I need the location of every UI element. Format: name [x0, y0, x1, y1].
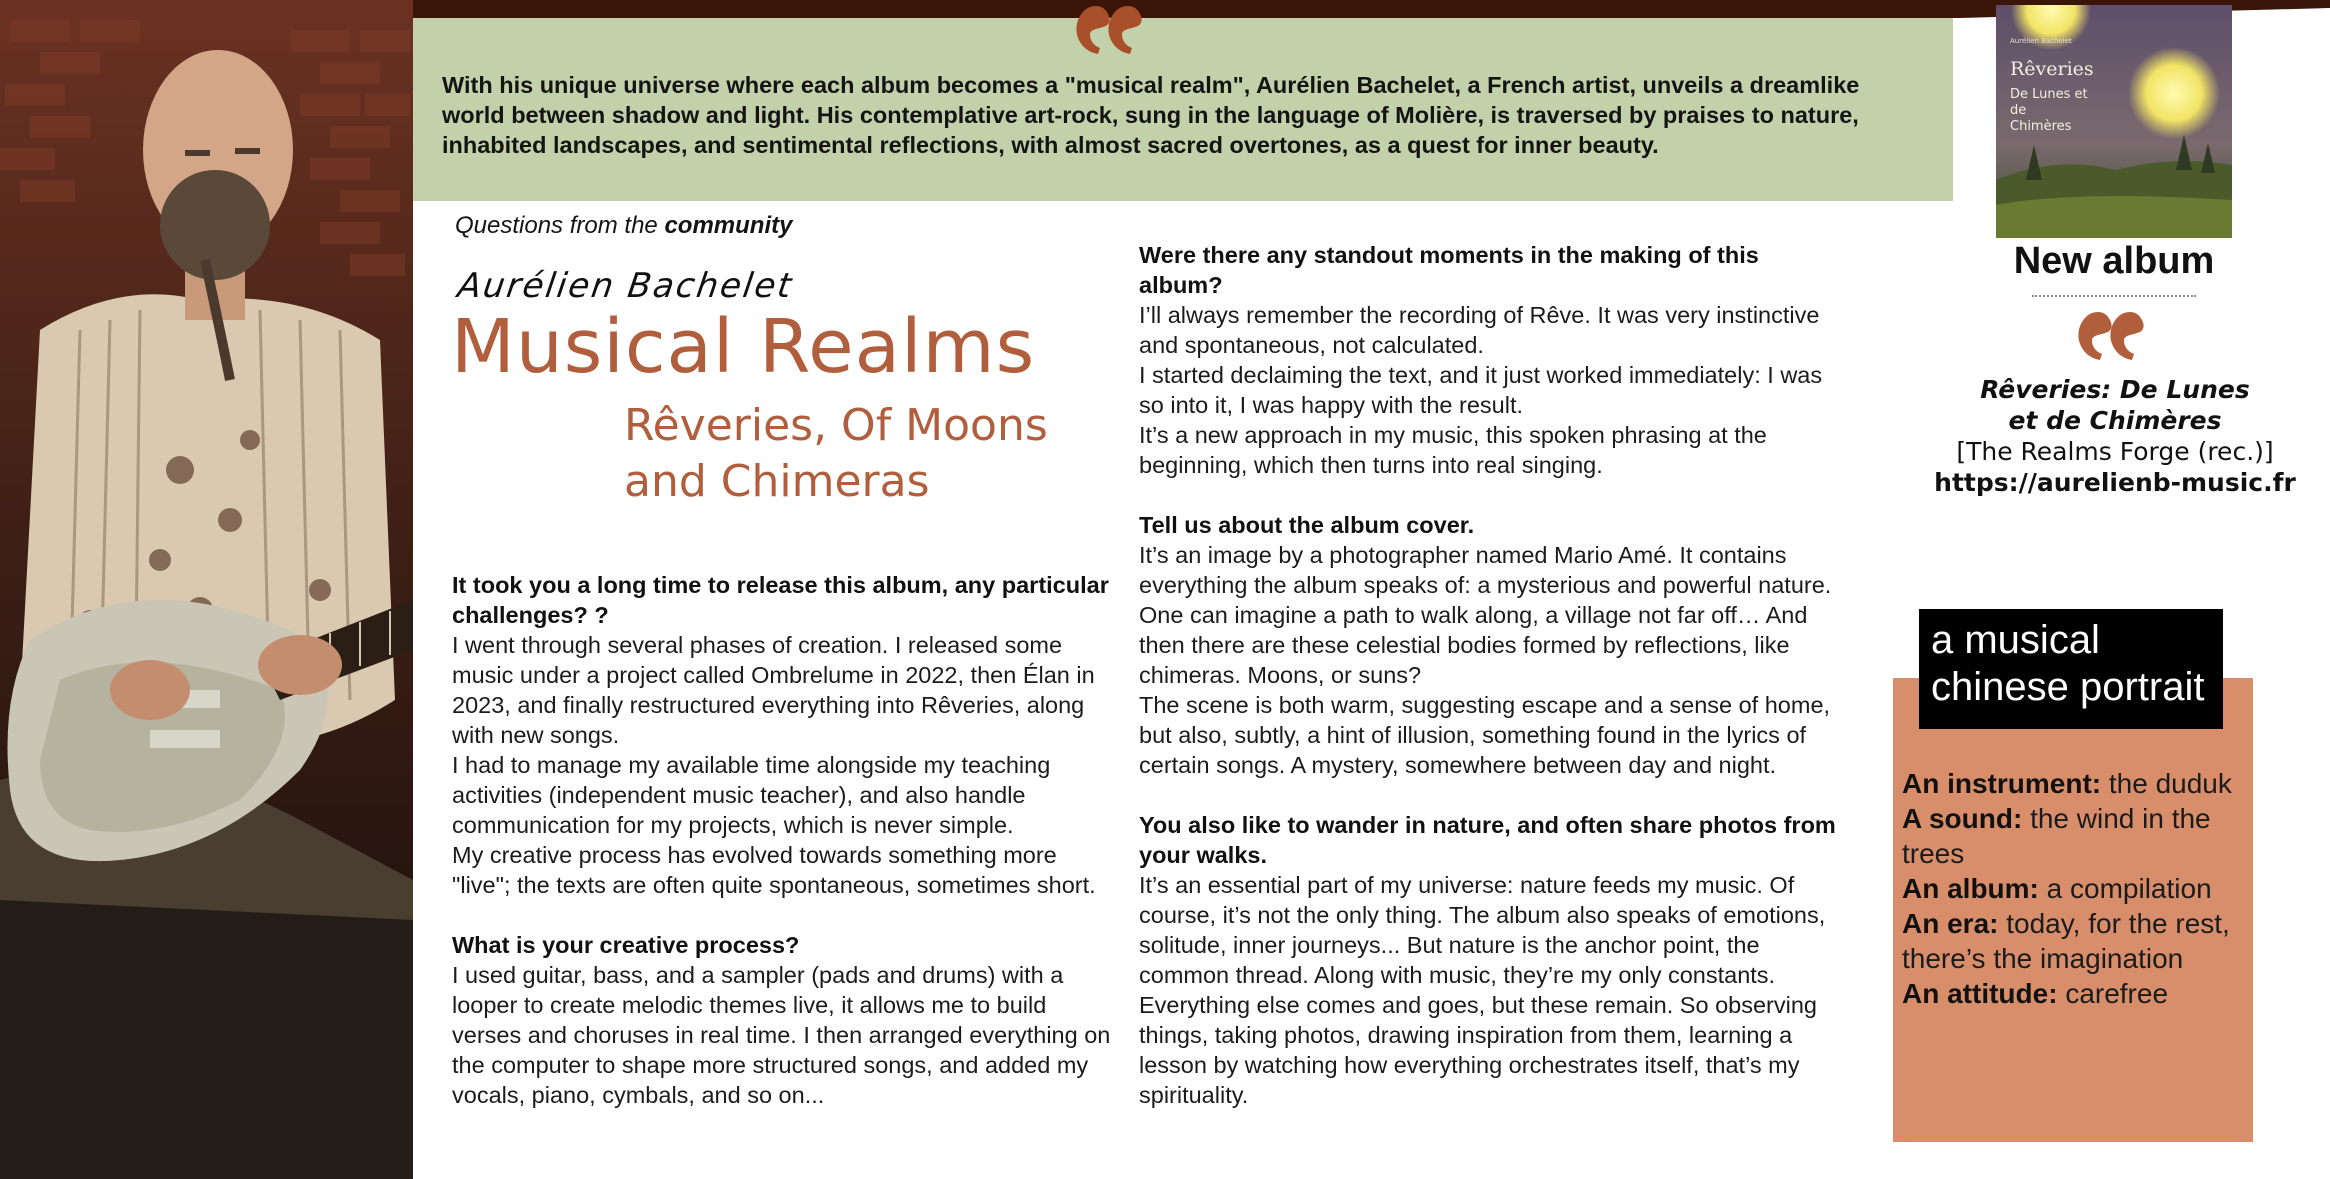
- portrait-heading: [1919, 609, 2223, 729]
- question-heading: What is your creative process?: [452, 932, 800, 958]
- question-heading: Tell us about the album cover.: [1139, 512, 1475, 538]
- album-info: [1925, 374, 2305, 498]
- portrait-item-value: the duduk: [2108, 768, 2232, 799]
- cover-title: Rêveries: [2010, 58, 2094, 80]
- album-cover: [1996, 5, 2232, 238]
- portrait-item: [1902, 801, 2242, 871]
- portrait-item: [1902, 976, 2242, 1011]
- record-label: [The Realms Forge (rec.)]: [1956, 437, 2274, 466]
- question-heading: Were there any standout moments in the making of this album?: [1139, 242, 1759, 298]
- portrait-item: [1902, 871, 2242, 906]
- answer-paragraph: The scene is both warm, suggesting escape and a sense of home, but also, subtly, a hint of illusion, something found in the lyrics of certain songs. A mystery, somewhere between day and night.: [1139, 692, 1831, 778]
- portrait-heading-line: a musical: [1931, 618, 2100, 662]
- answer-paragraph: I used guitar, bass, and a sampler (pads and drums) with a looper to create melodic themes live, it allows me to build verses and choruses in real time. I then arranged everything on the computer to shape more structured songs, and added my vocals, piano, cymbals, and so on...: [452, 962, 1111, 1108]
- portrait-item-key: An attitude:: [1902, 978, 2058, 1009]
- portrait-item-key: A sound:: [1902, 803, 2023, 834]
- subtitle-line: Rêveries, Of Moons: [624, 400, 1048, 451]
- portrait-item-value: carefree: [2065, 978, 2169, 1009]
- divider: [2032, 295, 2196, 297]
- answer-paragraph: I’ll always remember the recording of Rêve. It was very instinctive and spontaneous, not calculated.: [1139, 302, 1820, 358]
- answer-paragraph: It’s a new approach in my music, this spoken phrasing at the beginning, which then turns into real singing.: [1139, 422, 1767, 478]
- album-title: [1925, 374, 2305, 436]
- portrait-item-key: An era:: [1902, 908, 1999, 939]
- portrait-item: [1902, 906, 2242, 976]
- portrait-item-key: An instrument:: [1902, 768, 2102, 799]
- portrait-list: [1902, 766, 2242, 1011]
- section-label: [455, 212, 792, 240]
- answer-paragraph: My creative process has evolved towards something more "live"; the texts are often quite spontaneous, sometimes short.: [452, 842, 1096, 898]
- question-heading: It took you a long time to release this album, any particular challenges? ?: [452, 572, 1109, 628]
- portrait-item-value: a compilation: [2046, 873, 2212, 904]
- artist-photo: [0, 0, 413, 1179]
- cover-subtitle: De Lunes et de Chimères: [2010, 87, 2088, 134]
- section-label-emphasis: community: [664, 212, 793, 239]
- answer-paragraph: I went through several phases of creation. I released some music under a project called Ombrelume in 2022, then Élan in 2023, and finally restructured everything into Rêveries, along with new songs.: [452, 632, 1095, 748]
- page-title: Musical Realms: [451, 304, 1036, 390]
- portrait-item-value: the wind in the trees: [1902, 803, 2211, 869]
- quote-icon: [1066, 2, 1144, 58]
- section-label-prefix: Questions from the: [455, 212, 658, 239]
- portrait-item: [1902, 766, 2242, 801]
- answer-paragraph: It’s an image by a photographer named Mario Amé. It contains everything the album speaks of: a mysterious and powerful nature. One can imagine a path to walk along, a village not far off… And then there are these celestial bodies formed by reflections, like chimeras. Moons, or suns?: [1139, 542, 1832, 688]
- portrait-heading-line: chinese portrait: [1931, 665, 2205, 709]
- answer-paragraph: I started declaiming the text, and it just worked immediately: I was so into it, I was happy with the result.: [1139, 362, 1823, 418]
- interview-column-right: [1139, 240, 1839, 1110]
- question-heading: You also like to wander in nature, and often share photos from your walks.: [1139, 812, 1836, 868]
- new-album-heading: New album: [2013, 240, 2215, 282]
- page-subtitle: [624, 398, 1184, 510]
- intro-text: With his unique universe where each album becomes a "musical realm", Aurélien Bachelet, a French artist, unveils a dreamlike world between shadow and light. His contemplative art-rock, sung in the language of Molière, is traversed by praises to nature, inhabited landscapes, and sentimental reflections, with almost sacred overtones, as a quest for inner beauty.: [442, 72, 1860, 158]
- artist-signature: Aurélien Bachelet: [455, 266, 796, 306]
- quote-icon: [2068, 308, 2146, 364]
- portrait-item-key: An album:: [1902, 873, 2039, 904]
- website-link[interactable]: https://aurelienb-music.fr: [1934, 468, 2296, 497]
- interview-column-left: [452, 570, 1112, 1110]
- cover-artist: Aurélien Bachelet: [2010, 37, 2072, 45]
- answer-paragraph: It’s an essential part of my universe: nature feeds my music. Of course, it’s not the only thing. The album also speaks of emotions, solitude, inner journeys... But nature is the anchor point, the common thread. Along with music, they’re my only constants. Everything else comes and goes, but these remain. So observing things, taking photos, drawing inspiration from them, learning a lesson by watching how everything orchestrates itself, that’s my spirituality.: [1139, 872, 1826, 1108]
- subtitle-line: and Chimeras: [624, 456, 930, 507]
- portrait-item-value: today, for the rest, there’s the imagination: [1902, 908, 2230, 974]
- answer-paragraph: I had to manage my available time alongside my teaching activities (independent music teacher), and also handle communication for my projects, which is never simple.: [452, 752, 1051, 838]
- album-title-line: Rêveries: De Lunes: [1980, 375, 2250, 404]
- album-title-line: et de Chimères: [2008, 406, 2222, 435]
